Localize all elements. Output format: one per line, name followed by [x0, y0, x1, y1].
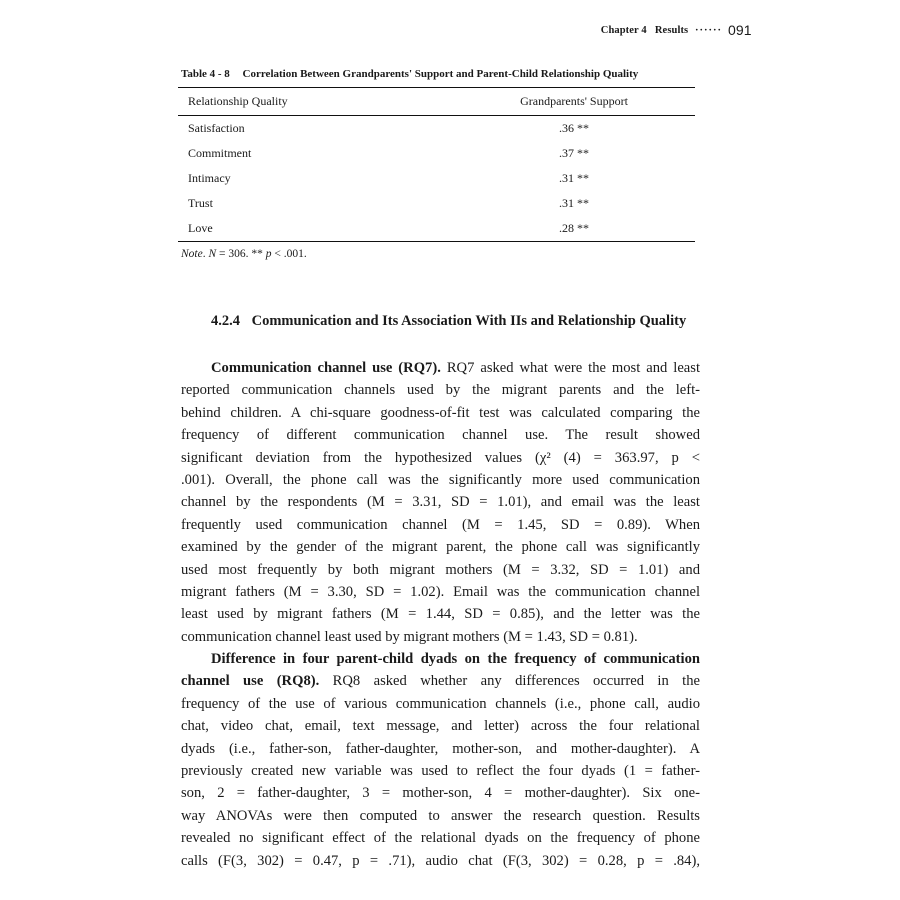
section-title: Communication and Its Association With IIs and Relationship Quality: [251, 313, 687, 329]
paragraph-lead-bold: Difference in four parent-child dyads on the frequency of communication: [211, 651, 700, 668]
text-line: migrant fathers (M = 3.30, SD = 1.02). Email was the communication channel: [181, 583, 700, 600]
text-run: RQ7 asked what were the most and least: [440, 360, 701, 376]
note-label: Note: [181, 248, 203, 260]
note-text: .: [202, 248, 209, 260]
table-header-row: [178, 88, 695, 116]
text-line: dyads (i.e., father-son, father-daughter, mother-son, and mother-daughter). A: [181, 740, 700, 757]
text-line: least used by migrant fathers (M = 1.44, SD = 0.85), and the letter was the: [181, 606, 700, 623]
table-cell: .37 **: [559, 145, 589, 160]
text-line: used most frequently by both migrant mothers (M = 3.32, SD = 1.01) and: [181, 561, 700, 578]
column-header: Relationship Quality: [178, 88, 453, 116]
table-number: Table 4 - 8: [181, 68, 230, 80]
table-cell: Intimacy: [188, 170, 231, 185]
text-line: frequently used communication channel (M = 1.45, SD = 0.89). When: [181, 516, 700, 533]
running-head-dots: ······: [694, 25, 722, 36]
section-number: 4.2.4: [211, 313, 240, 329]
table-title: Correlation Between Grandparents' Support and Parent-Child Relationship Quality: [242, 68, 639, 80]
text-line: examined by the gender of the migrant parent, the phone call was significantly: [181, 539, 700, 556]
paragraph-rq8: [181, 648, 700, 872]
column-header: Grandparents' Support: [453, 88, 695, 116]
section-heading: [211, 313, 686, 330]
table-row: [178, 191, 695, 216]
correlation-table: [178, 87, 695, 242]
text-line: frequency of the use of various communication channels (i.e., phone call, audio: [181, 695, 700, 712]
running-head: [600, 22, 752, 38]
note-n-symbol: N: [208, 248, 217, 260]
text-line: way ANOVAs were then computed to answer the research question. Results: [181, 807, 700, 824]
table-note: [181, 248, 307, 260]
table-cell: .36 **: [559, 120, 589, 135]
table-cell: .31 **: [559, 170, 589, 185]
text-line: reported communication channels used by the migrant parents and the left-: [181, 382, 700, 399]
table-cell: Trust: [188, 195, 213, 210]
table-row: [178, 141, 695, 166]
paragraph-rq7: [181, 357, 700, 648]
text-line: .001). Overall, the phone call was the significantly more used communication: [181, 471, 700, 488]
text-line: channel by the respondents (M = 3.31, SD = 1.01), and email was the least: [181, 494, 700, 511]
table-cell: Satisfaction: [188, 120, 245, 135]
text-line: previously created new variable was used to reflect the four dyads (1 = father-: [181, 763, 700, 780]
table-row: [178, 216, 695, 242]
table-cell: .31 **: [559, 195, 589, 210]
text-line: son, 2 = father-daughter, 3 = mother-son, 4 = mother-daughter). Six one-: [181, 785, 700, 802]
table-row: [178, 116, 695, 142]
text-line: behind children. A chi-square goodness-of-fit test was calculated comparing the: [181, 404, 700, 421]
table-row: [178, 166, 695, 191]
text-line: calls (F(3, 302) = 0.47, p = .71), audio chat (F(3, 302) = 0.28, p = .84),: [181, 852, 700, 869]
paragraph-lead-bold: Communication channel use (RQ7).: [211, 360, 441, 376]
text-line: chat, video chat, email, text message, and letter) across the four relational: [181, 718, 700, 735]
text-line: [181, 357, 700, 379]
running-head-chapter: Chapter 4: [600, 25, 647, 36]
text-line: frequency of different communication channel use. The result showed: [181, 427, 700, 444]
text-run: RQ8 asked whether any differences occurred in the: [319, 673, 701, 690]
table-cell: Love: [178, 216, 453, 242]
page-number: 091: [728, 22, 752, 38]
paragraph-lead-bold: channel use (RQ8).: [181, 673, 320, 690]
text-line: revealed no significant effect of the relational dyads on the frequency of phone: [181, 830, 700, 847]
running-head-section: Results: [654, 25, 689, 36]
table-cell: .28 **: [453, 216, 695, 242]
table-cell: Commitment: [188, 145, 252, 160]
table-caption: [181, 68, 638, 80]
body-text: [181, 357, 700, 872]
text-line: significant deviation from the hypothesized values (χ² (4) = 363.97, p <: [181, 449, 700, 466]
text-line: communication channel least used by migrant mothers (M = 1.43, SD = 0.81).: [181, 628, 638, 645]
note-p-symbol: p: [265, 248, 272, 260]
text-line: [181, 670, 700, 692]
note-text: = 306. **: [216, 248, 266, 260]
note-text: < .001.: [271, 248, 307, 260]
